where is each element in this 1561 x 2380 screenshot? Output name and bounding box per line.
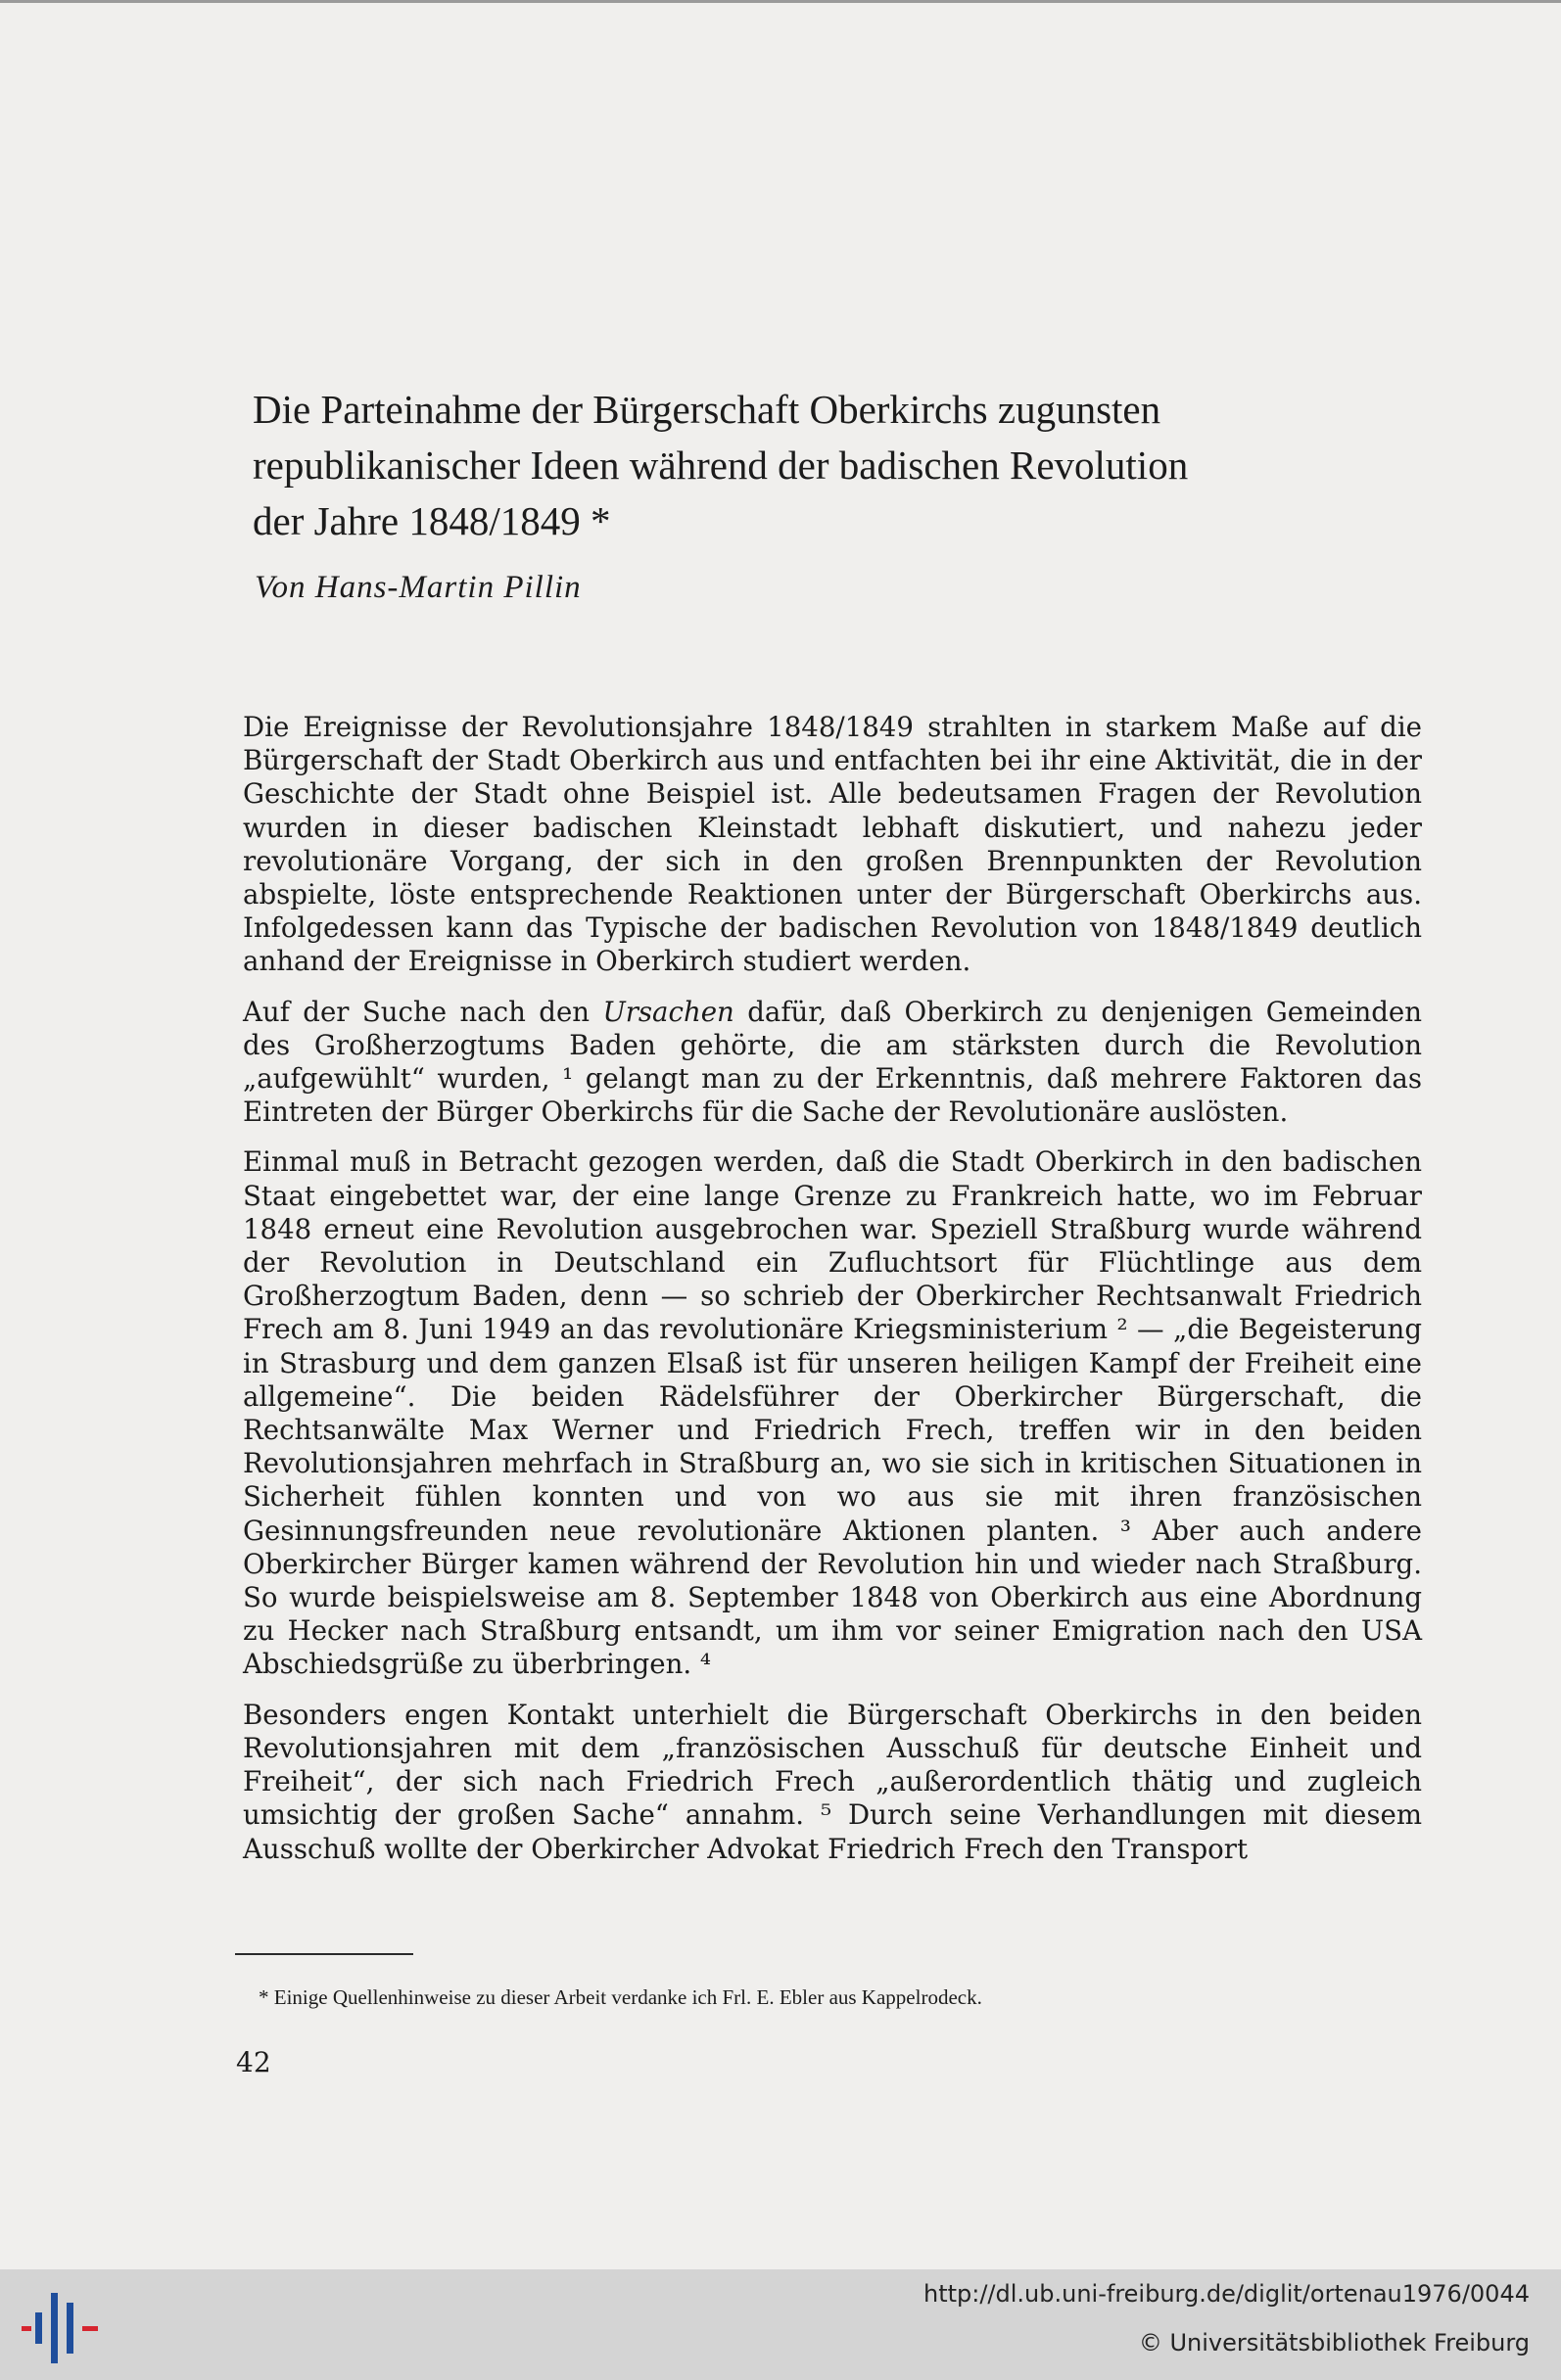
page-number: 42 [236, 2046, 271, 2078]
footnote-separator [235, 1953, 413, 1955]
paragraph-4: Besonders engen Kontakt unterhielt die Bürgerschaft Oberkirchs in den beiden Revolutionsjahren mit dem „französischen Ausschuß für deutsche Einheit und Freiheit“, der sich nach Friedrich Frech „außerordentlich thätig und zugleich umsichtig der großen Sache“ annahm. ⁵ Durch seine Verhandlungen mit diesem Ausschuß wollte der Oberkircher Advokat Friedrich Frech den Transport [243, 1698, 1422, 1865]
footer-url-link[interactable]: http://dl.ub.uni-freiburg.de/diglit/ortenau1976/0044 [922, 2280, 1530, 2308]
article-title [253, 382, 1408, 549]
article-body [243, 711, 1422, 1883]
paragraph-2-start: Auf der Suche nach den [243, 995, 603, 1028]
paragraph-3: Einmal muß in Betracht gezogen werden, daß die Stadt Oberkirch in den badischen Staat eingebettet war, der eine lange Grenze zu Frankreich hatte, wo im Februar 1848 erneut eine Revolution ausgebrochen war. Speziell Straßburg wurde während der Revolution in Deutschland ein Zufluchtsort für Flüchtlinge aus dem Großherzogtum Baden, denn — so schrieb der Oberkircher Rechtsanwalt Friedrich Frech am 8. Juni 1949 an das revolutionäre Kriegsministerium ² — „die Begeisterung in Strasburg und dem ganzen Elsaß ist für unseren heiligen Kampf der Freiheit eine allgemeine“. Die beiden Rädelsführer der Oberkircher Bürgerschaft, die Rechtsanwälte Max Werner und Friedrich Frech, treffen wir in den beiden Revolutionsjahren mehrfach in Straßburg an, wo sie sich in kritischen Situationen in Sicherheit fühlen konnten und von wo aus sie mit ihren französischen Gesinnungsfreunden neue revolutionäre Aktionen planten. ³ Aber auch andere Oberkircher Bürger kamen während der Revolution hin und wieder nach Straßburg. So wurde beispielsweise am 8. September 1848 von Oberkirch aus eine Abordnung zu Hecker nach Straßburg entsandt, um ihm vor seiner Emigration nach den USA Abschiedsgrüße zu überbringen. ⁴ [243, 1145, 1422, 1681]
title-line-1: Die Parteinahme der Bürgerschaft Oberkirchs zugunsten [253, 387, 1161, 432]
paragraph-2 [243, 996, 1422, 1130]
title-line-3: der Jahre 1848/1849 * [253, 498, 611, 543]
article-author: Von Hans-Martin Pillin [255, 570, 582, 605]
paragraph-1: Die Ereignisse der Revolutionsjahre 1848/1849 strahlten in starkem Maße auf die Bürgerschaft der Stadt Oberkirch aus und entfachten bei ihr eine Aktivität, die in der Geschichte der Stadt ohne Beispiel ist. Alle bedeutsamen Fragen der Revolution wurden in dieser badischen Kleinstadt lebhaft diskutiert, und nahezu jeder revolutionäre Vorgang, der sich in den großen Brennpunkten der Revolution abspielte, löste entsprechende Reaktionen unter der Bürgerschaft Oberkirchs aus. Infolgedessen kann das Typische der badischen Revolution von 1848/1849 deutlich anhand der Ereignisse in Oberkirch studiert werden. [243, 711, 1422, 978]
title-line-2: republikanischer Ideen während der badischen Revolution [253, 443, 1189, 488]
footnote: * Einige Quellenhinweise zu dieser Arbeit verdanke ich Frl. E. Ebler aus Kappelrodeck. [259, 1985, 982, 2009]
paragraph-2-rest: dafür, daß Oberkirch zu denjenigen Gemeinden des Großherzogtums Baden gehörte, die am stärksten durch die Revolution „aufgewühlt“ wurden, ¹ gelangt man zu der Erkenntnis, daß mehrere Faktoren das Eintreten der Bürger Oberkirchs für die Sache der Revolutionäre auslösten. [243, 995, 1422, 1129]
ub-freiburg-logo-icon [22, 2289, 100, 2367]
paragraph-2-emphasis: Ursachen [602, 995, 734, 1028]
footer-copyright: © Universitätsbibliothek Freiburg [1138, 2329, 1530, 2357]
